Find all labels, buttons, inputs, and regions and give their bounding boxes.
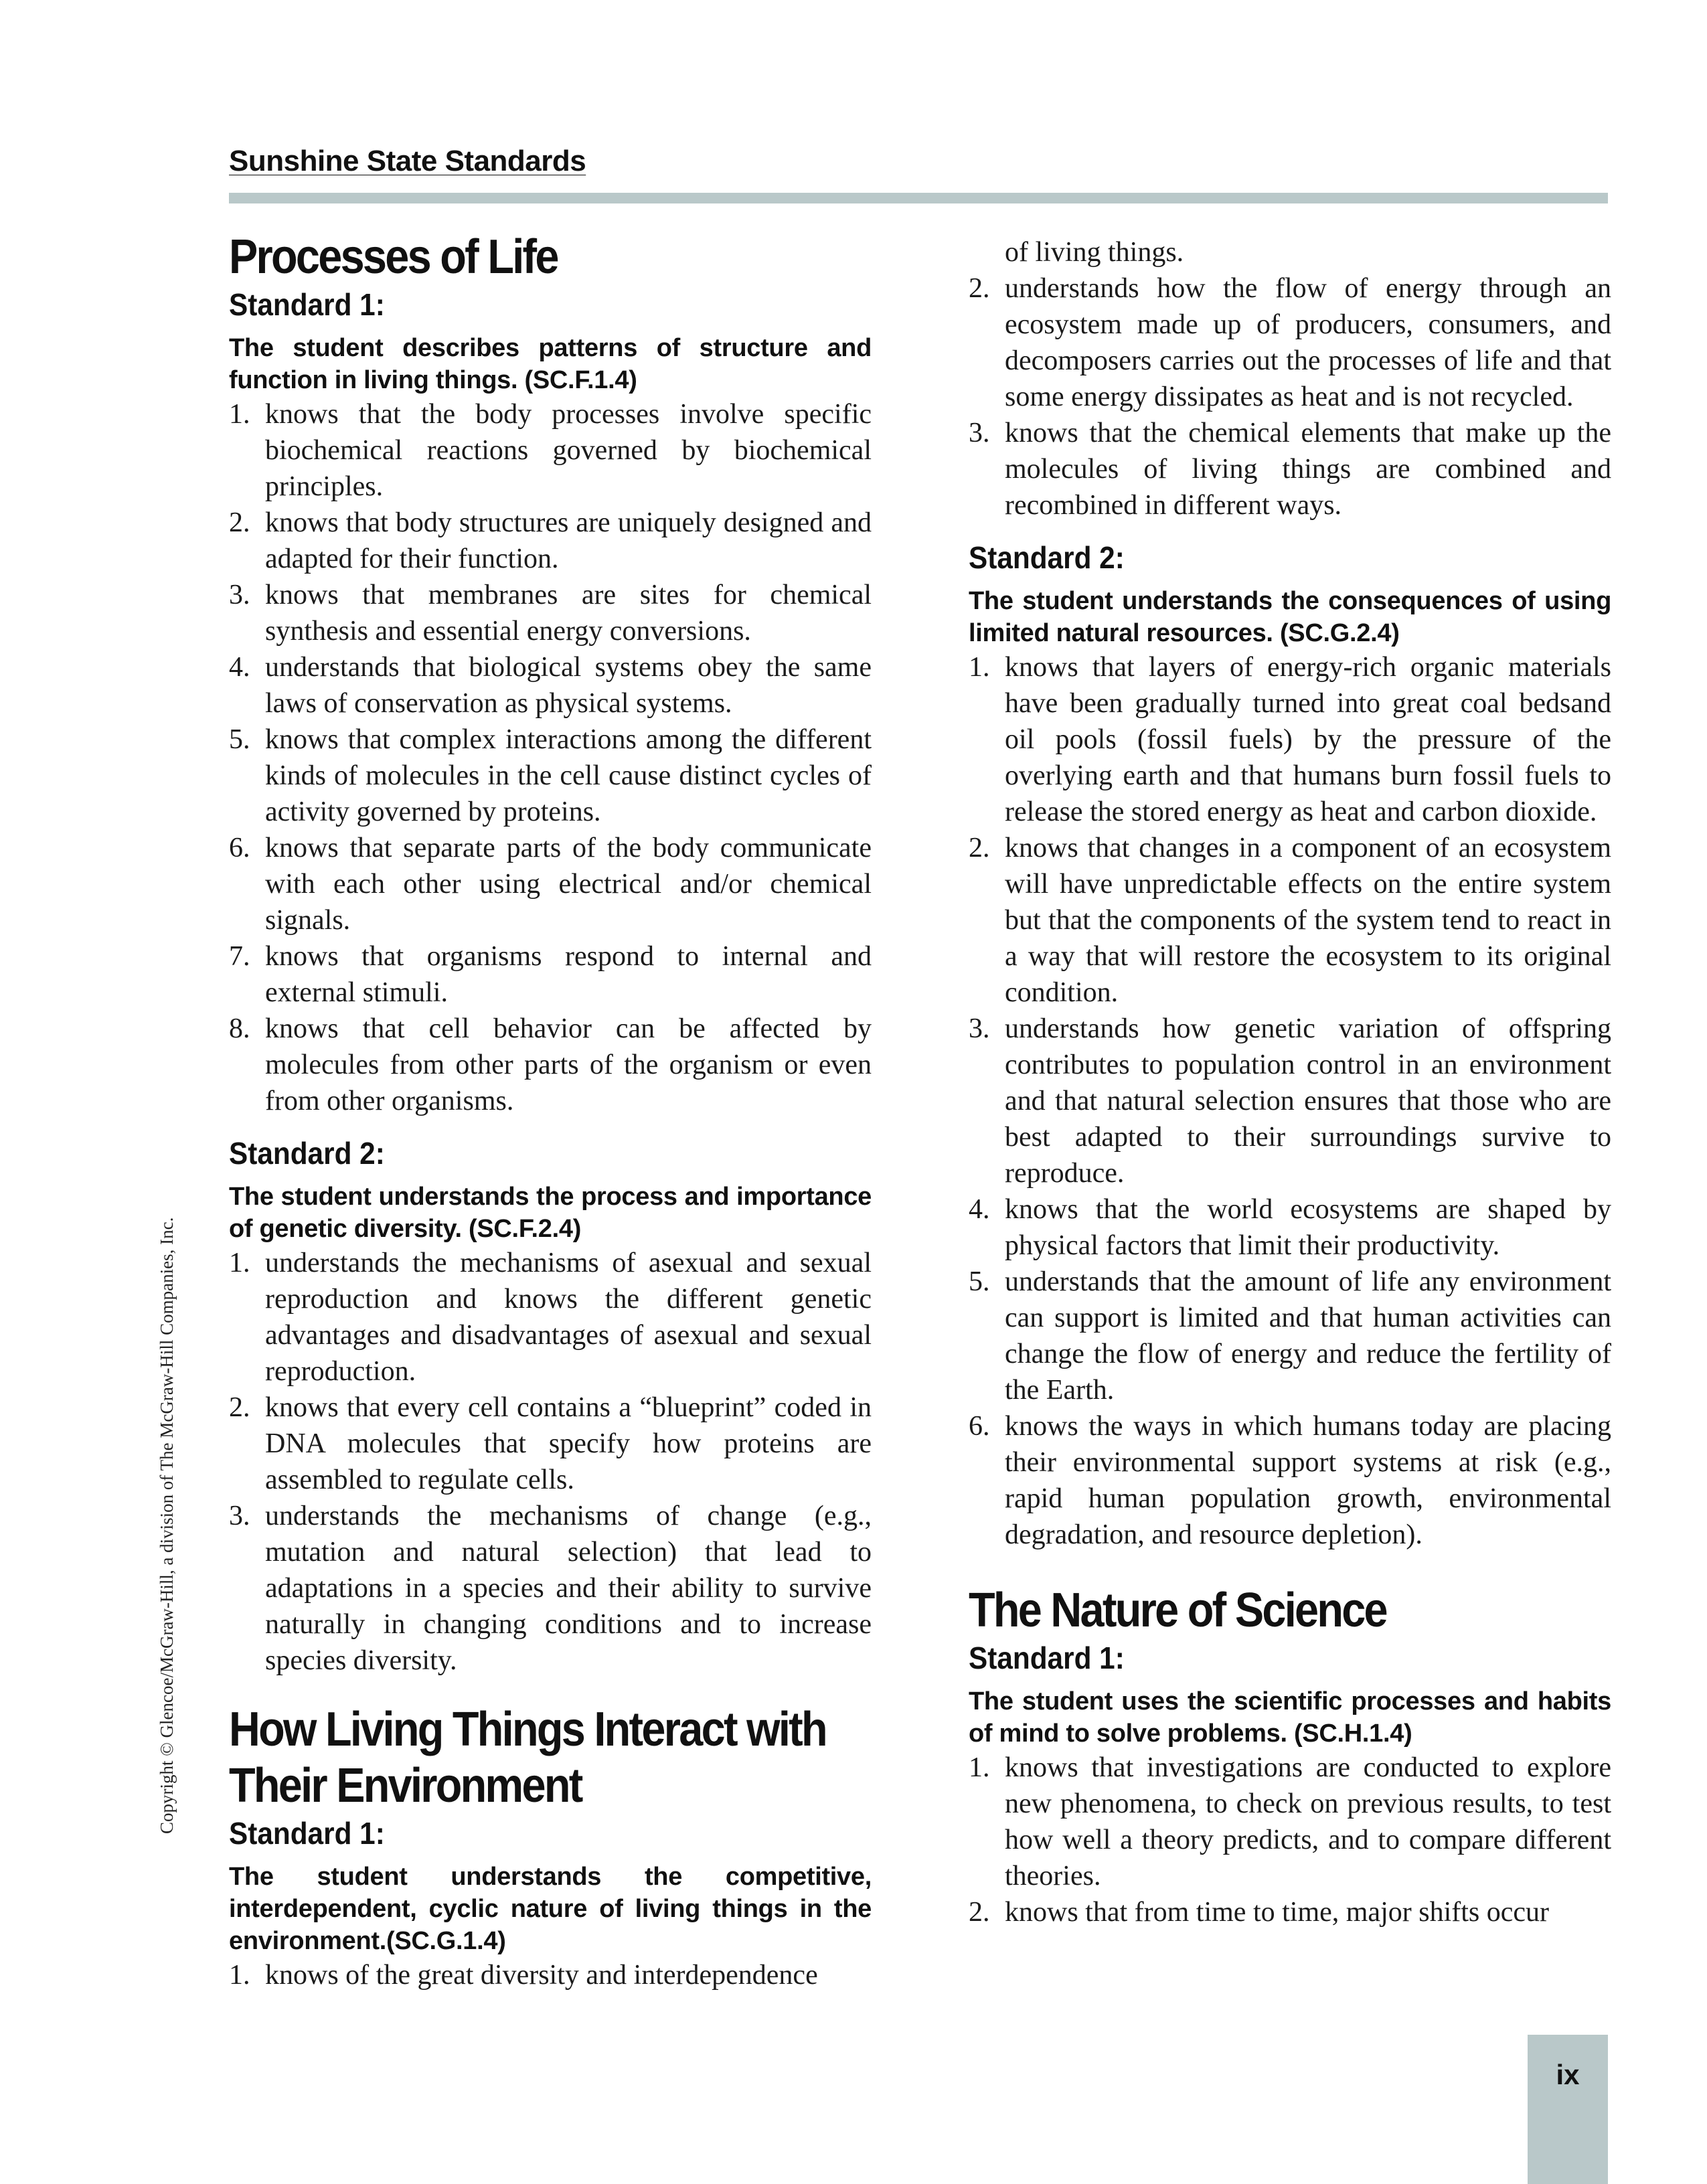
item-text: understands the mechanisms of asexual and sexual reproduction and knows the different genetic advantages and disadvantages of asexual and sexual reproduction. bbox=[265, 1248, 872, 1387]
header-rule bbox=[229, 193, 1608, 203]
item-text: knows that organisms respond to internal and external stimuli. bbox=[265, 941, 872, 1008]
item-number: 3. bbox=[969, 418, 990, 448]
item-text: understands that the amount of life any environment can support is limited and that human activities can change the flow of energy and reduce the fertility of the Earth. bbox=[1005, 1266, 1611, 1406]
running-header: Sunshine State Standards bbox=[229, 145, 586, 177]
standard-item bbox=[229, 649, 872, 722]
standard-item-list bbox=[969, 1750, 1611, 1930]
section-title-how-living-things-interact: How Living Things Interact with bbox=[229, 1703, 826, 1756]
standard-item-list bbox=[229, 396, 872, 1119]
standard-item bbox=[229, 577, 872, 649]
item-text: knows that body structures are uniquely designed and adapted for their function. bbox=[265, 507, 872, 574]
standard-description: The student uses the scientific processes and habits of mind to solve problems. (SC.H.1.4) bbox=[969, 1687, 1611, 1748]
item-number: 5. bbox=[969, 1266, 990, 1297]
standard-item bbox=[969, 1011, 1611, 1191]
item-text: knows that layers of energy-rich organic materials have been gradually turned into great coal bedsand oil pools (fossil fuels) by the pressure of the overlying earth and that humans burn fossil fuels to release the stored energy as heat and carbon dioxide. bbox=[1005, 652, 1611, 827]
item-number: 3. bbox=[229, 580, 250, 610]
item-number: 8. bbox=[229, 1013, 250, 1044]
standard-item bbox=[969, 415, 1611, 523]
item-number: 7. bbox=[229, 941, 250, 972]
standard-item bbox=[969, 270, 1611, 415]
standard-item bbox=[969, 1264, 1611, 1408]
item-text: knows that changes in a component of an ecosystem will have unpredictable effects on the entire system but that the components of the system tend to react in a way that will restore the ecosystem to its original condition. bbox=[1005, 833, 1611, 1008]
item-number: 5. bbox=[229, 724, 250, 755]
standard-item bbox=[969, 1408, 1611, 1553]
standard-description: The student describes patterns of structure and function in living things. (SC.F.1.4) bbox=[229, 334, 872, 394]
copyright-notice: Copyright © Glencoe/McGraw-Hill, a division of The McGraw-Hill Companies, Inc. bbox=[157, 1217, 177, 1834]
item-text: knows that cell behavior can be affected by molecules from other parts of the organism or even from other organisms. bbox=[265, 1013, 872, 1116]
standard-item bbox=[229, 396, 872, 505]
item-number: 2. bbox=[229, 1392, 250, 1423]
standard-description: The student understands the process and importance of genetic diversity. (SC.F.2.4) bbox=[229, 1183, 872, 1243]
standard-item bbox=[969, 1750, 1611, 1894]
item-number: 4. bbox=[969, 1194, 990, 1225]
item-number: 1. bbox=[969, 1752, 990, 1783]
item-text: knows that the chemical elements that make up the molecules of living things are combined and recombined in different ways. bbox=[1005, 418, 1611, 521]
item-text: knows that the body processes involve specific biochemical reactions governed by biochemical principles. bbox=[265, 399, 872, 502]
item-text: knows the ways in which humans today are placing their environmental support systems at risk (e.g., rapid human population growth, environmental degradation, and resource depletion). bbox=[1005, 1411, 1611, 1550]
section-title-nature-of-science: The Nature of Science bbox=[969, 1584, 1386, 1637]
item-number: 4. bbox=[229, 652, 250, 683]
item-number: 1. bbox=[229, 1960, 250, 1991]
standard-item bbox=[229, 938, 872, 1011]
standard-heading: Standard 1: bbox=[229, 1816, 385, 1851]
item-text: knows that every cell contains a “blueprint” coded in DNA molecules that specify how proteins are assembled to regulate cells. bbox=[265, 1392, 872, 1495]
standard-item bbox=[969, 1894, 1611, 1930]
item-text: knows that investigations are conducted to explore new phenomena, to check on previous results, to test how well a theory predicts, and to compare different theories. bbox=[1005, 1752, 1611, 1892]
standard-description: The student understands the competitive, interdependent, cyclic nature of living things in the environment.(SC.G.1.4) bbox=[229, 1863, 872, 1955]
item-number: 1. bbox=[969, 652, 990, 683]
item-number: 2. bbox=[969, 1897, 990, 1928]
standard-item-list bbox=[229, 1245, 872, 1679]
item-text: knows that from time to time, major shifts occur bbox=[1005, 1897, 1550, 1928]
section-title-how-living-things-interact-line2: Their Environment bbox=[229, 1759, 582, 1813]
standard-item bbox=[229, 1957, 872, 1993]
item-text: knows of the great diversity and interdependence bbox=[265, 1960, 818, 1991]
item-number: 3. bbox=[969, 1013, 990, 1044]
item-text: knows that complex interactions among the different kinds of molecules in the cell cause distinct cycles of activity governed by proteins. bbox=[265, 724, 872, 827]
item-number: 2. bbox=[969, 833, 990, 863]
item-number: 2. bbox=[969, 273, 990, 304]
standard-heading: Standard 2: bbox=[229, 1136, 385, 1171]
item-number: 6. bbox=[969, 1411, 990, 1442]
standard-item bbox=[229, 830, 872, 938]
standard-item bbox=[969, 649, 1611, 830]
standard-item bbox=[229, 1245, 872, 1390]
standard-description: The student understands the consequences of using limited natural resources. (SC.G.2.4) bbox=[969, 587, 1611, 647]
standard-heading: Standard 1: bbox=[229, 287, 385, 322]
item-text: understands the mechanisms of change (e.g., mutation and natural selection) that lead to adaptations in a species and their ability to survive naturally in changing conditions and to increase species diversity. bbox=[265, 1501, 872, 1676]
item-number: 6. bbox=[229, 833, 250, 863]
standard-item bbox=[229, 1390, 872, 1498]
standard-item bbox=[229, 722, 872, 830]
left-column bbox=[229, 221, 872, 1993]
right-column bbox=[969, 234, 1611, 1930]
standard-item bbox=[229, 1011, 872, 1119]
item-text: understands how genetic variation of offspring contributes to population control in an environment and that natural selection ensures that those who are best adapted to their surroundings survive to reproduce. bbox=[1005, 1013, 1611, 1189]
standard-item bbox=[229, 505, 872, 577]
item-text: knows that separate parts of the body communicate with each other using electrical and/or chemical signals. bbox=[265, 833, 872, 936]
item-text: knows that the world ecosystems are shaped by physical factors that limit their productivity. bbox=[1005, 1194, 1611, 1261]
item-text: knows that membranes are sites for chemical synthesis and essential energy conversions. bbox=[265, 580, 872, 647]
section-title-processes-of-life: Processes of Life bbox=[229, 230, 558, 284]
standard-item-list bbox=[969, 270, 1611, 523]
item-number: 2. bbox=[229, 507, 250, 538]
folio-tab bbox=[1528, 2035, 1608, 2184]
item-number: 3. bbox=[229, 1501, 250, 1531]
page-number: ix bbox=[1556, 2059, 1580, 2090]
item-number: 1. bbox=[229, 399, 250, 430]
standard-heading: Standard 1: bbox=[969, 1641, 1125, 1675]
item-number: 1. bbox=[229, 1248, 250, 1278]
standard-item bbox=[969, 1191, 1611, 1264]
standard-heading: Standard 2: bbox=[969, 540, 1125, 575]
standard-item-list bbox=[969, 649, 1611, 1553]
item-text: understands that biological systems obey the same laws of conservation as physical systems. bbox=[265, 652, 872, 719]
standard-item bbox=[229, 1498, 872, 1679]
item-text: understands how the flow of energy through an ecosystem made up of producers, consumers, and decomposers carries out the processes of life and that some energy dissipates as heat and is not recycled. bbox=[1005, 273, 1611, 412]
standard-item bbox=[969, 830, 1611, 1011]
standard-item-list bbox=[229, 1957, 872, 1993]
continued-item-text: of living things. bbox=[1005, 237, 1184, 268]
